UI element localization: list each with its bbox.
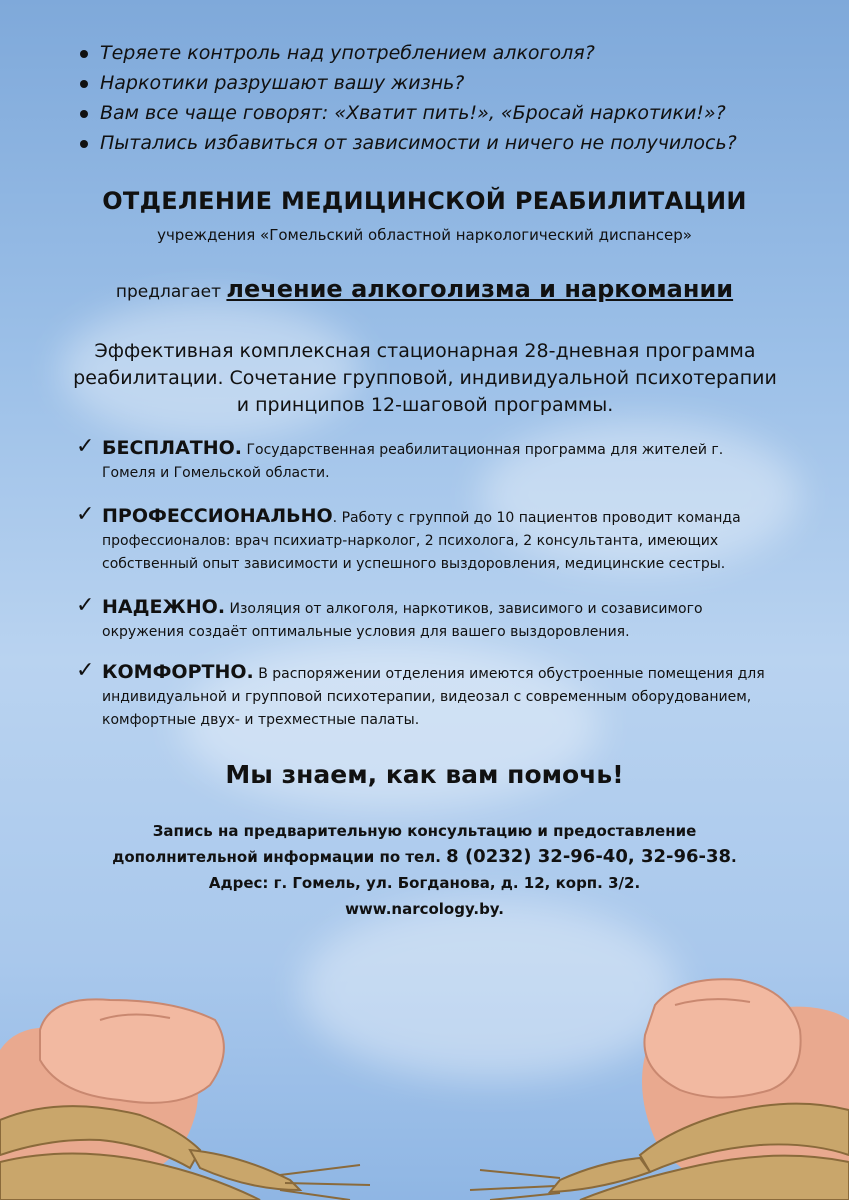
page-title: ОТДЕЛЕНИЕ МЕДИЦИНСКОЙ РЕАБИЛИТАЦИИ [102,187,747,215]
bullet-icon [80,110,88,118]
bullet-icon [80,80,88,88]
feature-head: БЕСПЛАТНО. [102,437,243,459]
program-line: реабилитации. Сочетание групповой, индивидуальной психотерапии [73,367,777,389]
feature-text: . Работу с группой до 10 пациентов проводит команда профессионалов: врач психиатр-нарколог, 2 психолога, 2 консультанта, имеющих собственный опыт зависимости и успешного выздоровления, медицинские сестры. [102,510,741,572]
website-line: www.narcology.by. [345,900,504,918]
phone-number[interactable]: 8 (0232) 32-96-40, 32-96-38 [446,846,732,867]
feature-text: Государственная реабилитационная программа для жителей г. Гомеля и Гомельской области. [102,442,724,481]
contact-line: дополнительной информации по тел. 8 (0232) 32-96-40, 32-96-38. [112,846,737,867]
website-link[interactable]: www.narcology.by [345,900,499,918]
bullet-icon [80,140,88,148]
checkmark-icon: ✓ [76,502,95,527]
feature-free [76,434,776,485]
offer-line [0,275,849,303]
question-list [78,38,798,158]
slogan: Мы знаем, как вам помочь! [225,760,624,789]
feature-head: НАДЕЖНО. [102,596,226,618]
feature-head: КОМФОРТНО. [102,661,254,683]
offer-highlight: лечение алкоголизма и наркомании [226,275,734,303]
feature-professional [76,502,776,576]
feature-comfortable [76,658,776,732]
feature-reliable [76,593,776,644]
page-subtitle: учреждения «Гомельский областной наркологический диспансер» [157,226,692,244]
feature-text: Изоляция от алкоголя, наркотиков, зависимого и созависимого окружения создаёт оптимальные условия для вашего выздоровления. [102,601,703,640]
program-description [60,338,790,419]
question-item: Вам все чаще говорят: «Хватит пить!», «Бросай наркотики!»? [78,98,798,128]
feature-text: В распоряжении отделения имеются обустроенные помещения для индивидуальной и групповой психотерапии, видеозал с современным оборудованием, комфортные двух- и трехместные палаты. [102,666,765,728]
program-line: и принципов 12-шаговой программы. [236,394,614,416]
right-fist [644,979,800,1097]
address: Адрес: г. Гомель, ул. Богданова, д. 12, корп. 3/2. [208,874,641,892]
bullet-icon [80,50,88,58]
checkmark-icon: ✓ [76,658,95,683]
program-line: Эффективная комплексная стационарная 28-дневная программа [94,340,756,362]
feature-head: ПРОФЕССИОНАЛЬНО [102,505,333,527]
checkmark-icon: ✓ [76,434,95,459]
breaking-rope-illustration [0,900,849,1200]
offer-prefix: предлагает [115,282,222,302]
question-item: Пытались избавиться от зависимости и ничего не получилось? [78,128,798,158]
contact-line: Запись на предварительную консультацию и предоставление [152,822,697,840]
checkmark-icon: ✓ [76,593,95,618]
question-item: Теряете контроль над употреблением алкоголя? [78,38,798,68]
question-item: Наркотики разрушают вашу жизнь? [78,68,798,98]
